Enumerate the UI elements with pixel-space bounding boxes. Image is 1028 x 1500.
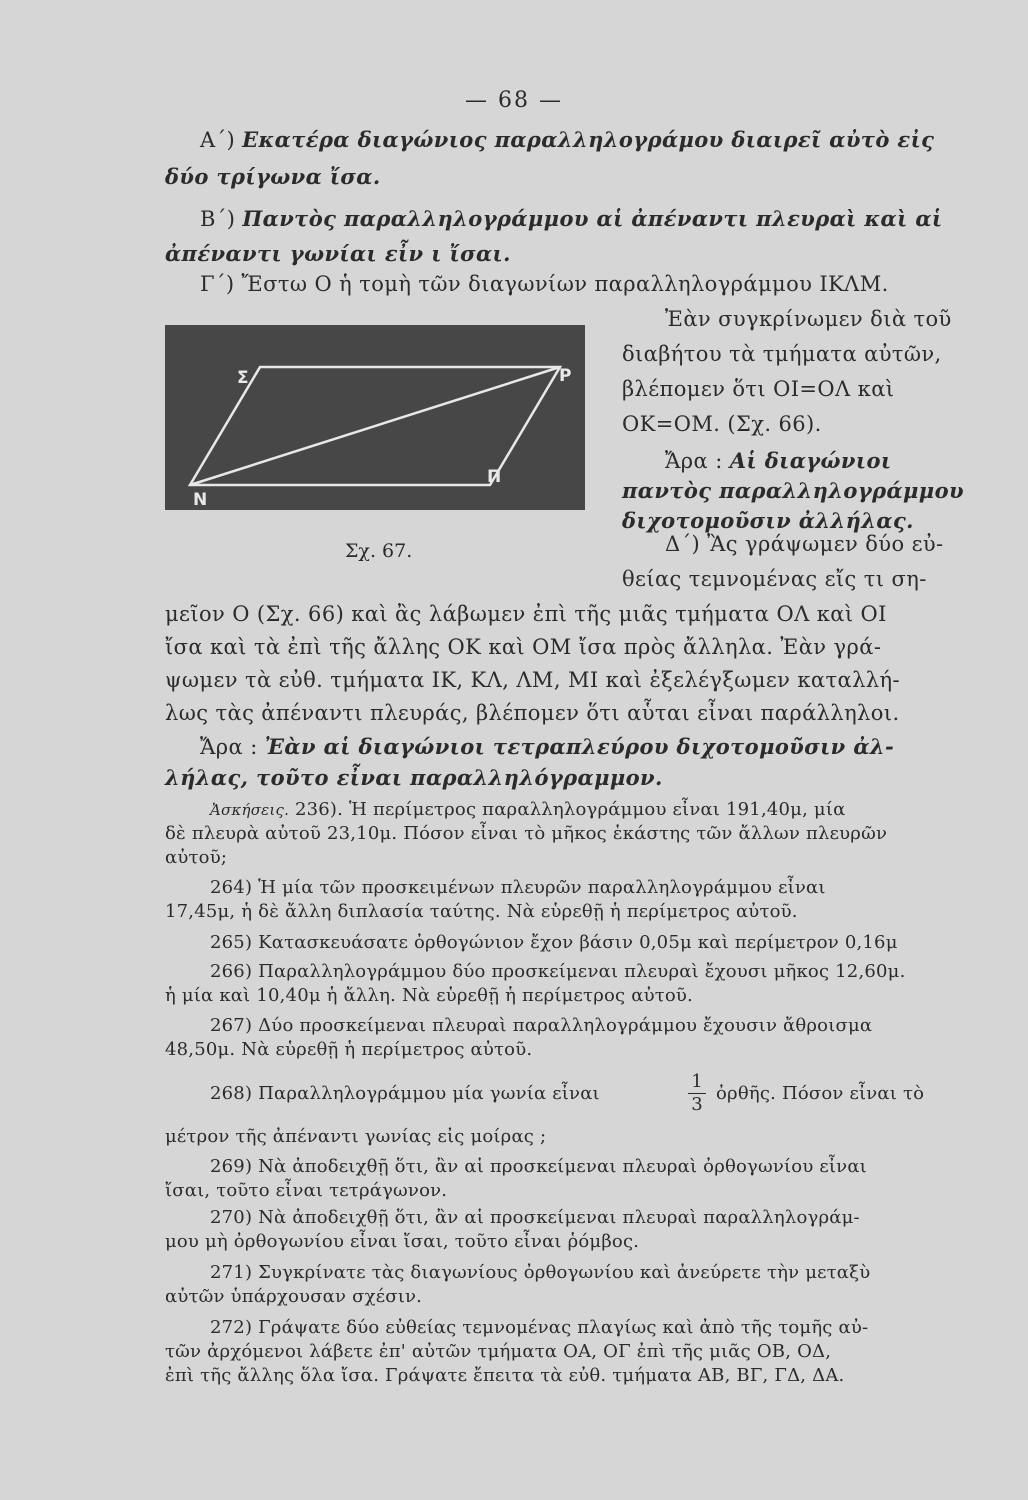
exercise-272-line-2: τῶν ἀρχόμενοι λάβετε ἐπ' αὐτῶν τμήματα ΟΑ, ΟΓ ἐπὶ τῆς μιᾶς ΟΒ, ΟΔ, [165, 1341, 832, 1362]
para-g-line-3: διαβήτου τὰ τμήματα αὐτῶν, [622, 342, 942, 366]
exercise-266-line-2: ἡ μία καὶ 10,40μ ἡ ἄλλη. Νὰ εὑρεθῇ ἡ περίμετρος αὐτοῦ. [165, 985, 693, 1006]
para-g-line-4: βλέπομεν ὅτι ΟΙ=ΟΛ καὶ [622, 377, 895, 401]
exercise-272-line-3: ἐπὶ τῆς ἄλλης ὅλα ἴσα. Γράψατε ἔπειτα τὰ εὐθ. τμήματα ΑΒ, ΒΓ, ΓΔ, ΔΑ. [165, 1365, 845, 1386]
exercise-268-line-1a: 268) Παραλληλογράμμου μία γωνία εἶναι [210, 1083, 600, 1104]
fraction-numerator: 1 [691, 1071, 703, 1092]
vertex-label-pi: Π [487, 467, 502, 487]
exercise-268-line-1b: ὀρθῆς. Πόσον εἶναι τὸ [716, 1083, 925, 1104]
exercise-270-line-2: μου μὴ ὀρθογωνίου εἶναι ἴσαι, τοῦτο εἶναι ῥόμβος. [165, 1231, 640, 1252]
vertex-label-nu: Ν [193, 490, 208, 510]
conclusion-prefix: Ἄρα : [665, 449, 730, 473]
para-d-line-1: Δ΄) Ἂς γράψωμεν δύο εὐ- [665, 532, 944, 556]
para-d-line-8: λήλας, τοῦτο εἶναι παραλληλόγραμμον. [165, 765, 663, 790]
exercise-236-line-3: αὐτοῦ; [165, 847, 228, 868]
exercise-271-line-2: αὐτῶν ὑπάρχουσαν σχέσιν. [165, 1286, 423, 1307]
para-g-line-6 [665, 447, 891, 475]
exercise-265: 265) Κατασκευάσατε ὀρθογώνιον ἔχον βάσιν 0,05μ καὶ περίμετρον 0,16μ [210, 932, 898, 953]
para-a-line-2: δύο τρίγωνα ἴσα. [165, 164, 381, 189]
exercise-236-line-2: δὲ πλευρὰ αὐτοῦ 23,10μ. Πόσον εἶναι τὸ μῆκος ἑκάστης τῶν ἄλλων πλευρῶν [165, 823, 888, 844]
exercise-270-line-1: 270) Νὰ ἀποδειχθῇ ὅτι, ἂν αἱ προσκείμεναι πλευραὶ παραλληλογράμ- [210, 1207, 860, 1228]
figure-caption: Σχ. 67. [345, 540, 413, 562]
para-d-line-7 [200, 733, 894, 761]
para-d-line-4: ἴσα καὶ τὰ ἐπὶ τῆς ἄλλης ΟΚ καὶ ΟΜ ἴσα πρὸς ἄλληλα. Ἐὰν γρά- [165, 635, 882, 659]
para-g-line-8: διχοτομοῦσιν ἀλλήλας. [622, 508, 914, 533]
para-g-line-7: παντὸς παραλληλογράμμου [622, 478, 964, 503]
vertex-label-sigma: Σ [237, 368, 249, 388]
exercise-269-line-1: 269) Νὰ ἀποδειχθῇ ὅτι, ἂν αἱ προσκείμεναι πλευραὶ ὀρθογωνίου εἶναι [210, 1156, 867, 1177]
para-b-label: Β΄) [200, 207, 243, 231]
fraction-one-third [688, 1072, 706, 1115]
para-d-line-6: λως τὰς ἀπέναντι πλευράς, βλέπομεν ὅτι αὗται εἶναι παράλληλοι. [165, 701, 900, 725]
conclusion-bold: Αἱ διαγώνιοι [729, 448, 892, 473]
parallelogram-diagram [165, 325, 585, 510]
conclusion-bold-2: Ἐὰν αἱ διαγώνιοι τετραπλεύρου διχοτομοῦσιν ἀλ- [264, 734, 895, 759]
conclusion-prefix-2: Ἄρα : [200, 735, 265, 759]
para-g-line-1: Γ΄) Ἔστω Ο ἡ τομὴ τῶν διαγωνίων παραλληλογράμμου ΙΚΛΜ. [200, 272, 889, 296]
para-b-line-1 [200, 205, 943, 233]
para-d-line-5: ψωμεν τὰ εὐθ. τμήματα ΙΚ, ΚΛ, ΛΜ, ΜΙ καὶ ἐξελέγξωμεν καταλλή- [165, 668, 900, 692]
page-number: — 68 — [465, 88, 563, 113]
exercise-272-line-1: 272) Γράψατε δύο εὐθείας τεμνομένας πλαγίως καὶ ἀπὸ τῆς τομῆς αὐ- [210, 1317, 869, 1338]
exercise-269-line-2: ἴσαι, τοῦτο εἶναι τετράγωνον. [165, 1180, 448, 1201]
exercise-268-line-2: μέτρον τῆς ἀπέναντι γωνίας εἰς μοίρας ; [165, 1126, 547, 1147]
figure-parallelogram [165, 325, 585, 510]
exercise-267-line-1: 267) Δύο προσκείμεναι πλευραὶ παραλληλογράμμου ἔχουσιν ἄθροισμα [210, 1015, 873, 1036]
para-a-theorem: Εκατέρα διαγώνιος παραλληλογράμου διαιρεῖ αὐτὸ εἰς [242, 127, 935, 152]
exercises-heading: Ἀσκήσεις. [210, 801, 290, 819]
para-d-line-3: μεῖον Ο (Σχ. 66) καὶ ἂς λάβωμεν ἐπὶ τῆς μιᾶς τμήματα ΟΛ καὶ ΟΙ [165, 602, 887, 626]
para-b-theorem: Παντὸς παραλληλογράμμου αἱ ἀπέναντι πλευραὶ καὶ αἱ [242, 206, 943, 231]
fraction-denominator: 3 [691, 1094, 703, 1115]
exercise-236-text: 236). Ἡ περίμετρος παραλληλογράμμου εἶναι 191,40μ, μία [294, 799, 846, 820]
para-g-line-2: Ἐὰν συγκρίνωμεν διὰ τοῦ [665, 307, 952, 331]
exercise-271-line-1: 271) Συγκρίνατε τὰς διαγωνίους ὀρθογωνίου καὶ ἀνεύρετε τὴν μεταξὺ [210, 1262, 871, 1283]
exercise-266-line-1: 266) Παραλληλογράμμου δύο προσκείμεναι πλευραὶ ἔχουσι μῆκος 12,60μ. [210, 961, 906, 982]
para-a-label: Α΄) [200, 128, 243, 152]
exercise-264-line-1: 264) Ἡ μία τῶν προσκειμένων πλευρῶν παραλληλογράμμου εἶναι [210, 877, 826, 898]
para-a-line-1 [200, 126, 934, 154]
exercise-267-line-2: 48,50μ. Νὰ εὑρεθῇ ἡ περίμετρος αὐτοῦ. [165, 1039, 533, 1060]
para-g-line-5: ΟΚ=ΟΜ. (Σχ. 66). [622, 412, 822, 436]
exercise-236-line-1 [210, 798, 845, 822]
exercise-264-line-2: 17,45μ, ἡ δὲ ἄλλη διπλασία ταύτης. Νὰ εὑρεθῇ ἡ περίμετρος αὐτοῦ. [165, 901, 798, 922]
vertex-label-rho: Ρ [559, 366, 572, 386]
para-b-line-2: ἀπέναντι γωνίαι εἶν ι ἴσαι. [165, 241, 511, 266]
para-d-line-2: θείας τεμνομένας εἴς τι ση- [622, 567, 927, 591]
